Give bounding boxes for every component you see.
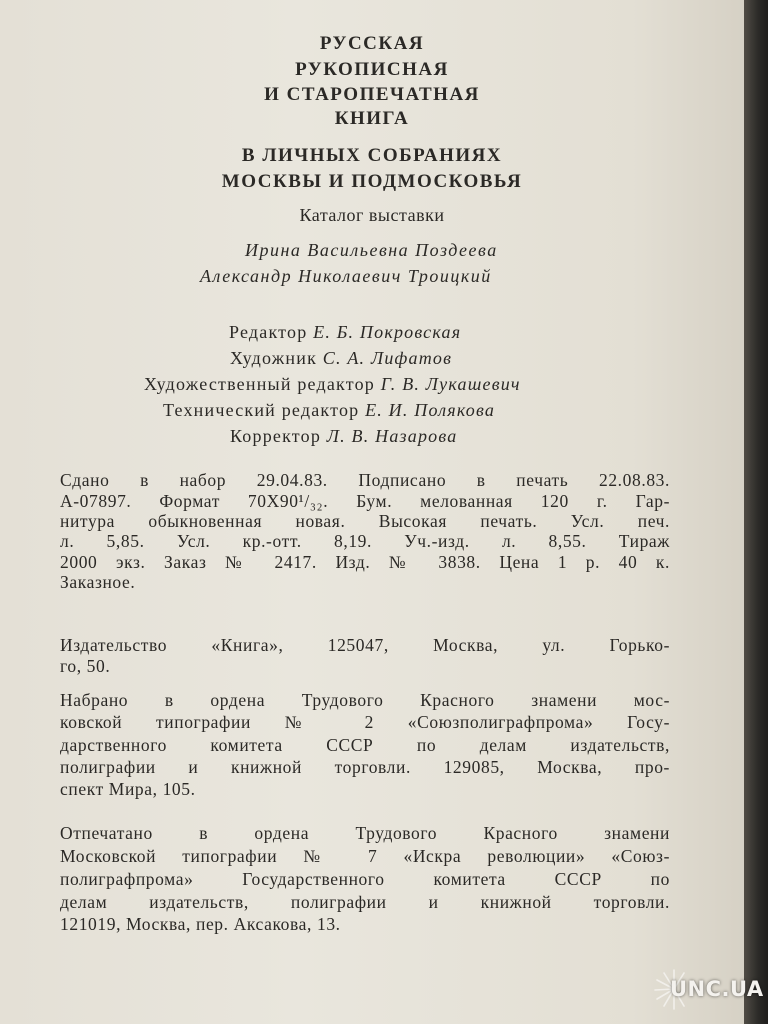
publisher-line: го, 50. [60, 656, 111, 676]
typeset-line: полиграфии и книжной торговли. 129085, Москва, про- [60, 757, 670, 777]
credit-artist [230, 348, 452, 369]
imprint-line: нитура обыкновенная новая. Высокая печать. Усл. печ. [60, 511, 670, 531]
catalog-label: Каталог выставки [299, 205, 445, 225]
author-2: Александр Николаевич Троицкий [200, 266, 492, 286]
author-1: Ирина Васильевна Поздеева [245, 240, 498, 260]
printed-line: 121019, Москва, пер. Аксакова, 13. [60, 914, 341, 934]
credit-role: Редактор [229, 322, 308, 342]
credit-person: Е. Б. Покровская [313, 322, 462, 342]
credit-proofreader [230, 426, 457, 447]
typeset-line: дарственного комитета СССР по делам издательств, [60, 735, 670, 755]
credit-editor [229, 322, 461, 343]
credit-person: С. А. Лифатов [322, 348, 453, 368]
watermark-logo [652, 966, 764, 1012]
title-line-1: РУССКАЯ [319, 33, 425, 54]
title-line-3: И СТАРОПЕЧАТНАЯ [264, 84, 480, 105]
credit-person: Е. И. Полякова [365, 400, 496, 420]
credit-person: Г. В. Лукашевич [380, 374, 521, 394]
subtitle-line-1: В ЛИЧНЫХ СОБРАНИЯХ [241, 145, 503, 166]
subtitle-line-2: МОСКВЫ И ПОДМОСКОВЬЯ [221, 171, 523, 192]
imprint-line: Заказное. [60, 572, 136, 592]
printed-line: Отпечатано в ордена Трудового Красного знамени [60, 823, 670, 843]
printed-line: Московской типографии № 7 «Искра революции» «Союз- [60, 846, 670, 866]
printed-line: полиграфпрома» Государственного комитета СССР по [60, 869, 670, 889]
imprint-line: л. 5,85. Усл. кр.-отт. 8,19. Уч.-изд. л. 8,55. Тираж [60, 531, 670, 551]
page-edge-shadow [744, 0, 768, 1024]
typeset-line: спект Мира, 105. [60, 779, 196, 799]
printed-line: делам издательств, полиграфии и книжной торговли. [60, 892, 670, 912]
watermark-text: UNC.UA [670, 977, 764, 1001]
credit-role: Технический редактор [163, 400, 360, 420]
imprint-line: 2000 экз. Заказ № 2417. Изд. № 3838. Цена 1 р. 40 к. [60, 552, 670, 572]
imprint-line: А-07897. Формат 70Х90¹/₃₂. Бум. мелованная 120 г. Гар- [60, 491, 670, 511]
publisher-line: Издательство «Книга», 125047, Москва, ул. Горько- [60, 635, 670, 655]
credit-role: Корректор [230, 426, 322, 446]
title-line-4: КНИГА [334, 108, 410, 129]
credit-role: Художественный редактор [144, 374, 375, 394]
imprint-line: Сдано в набор 29.04.83. Подписано в печать 22.08.83. [60, 470, 670, 490]
typeset-line: Набрано в ордена Трудового Красного знамени мос- [60, 690, 670, 710]
credit-person: Л. В. Назарова [326, 426, 458, 446]
credit-role: Художник [230, 348, 318, 368]
credit-tech-editor [163, 400, 495, 421]
typeset-line: ковской типографии № 2 «Союзполиграфпрома» Госу- [60, 712, 670, 732]
credit-art-editor [144, 374, 521, 395]
title-line-2: РУКОПИСНАЯ [295, 59, 449, 80]
